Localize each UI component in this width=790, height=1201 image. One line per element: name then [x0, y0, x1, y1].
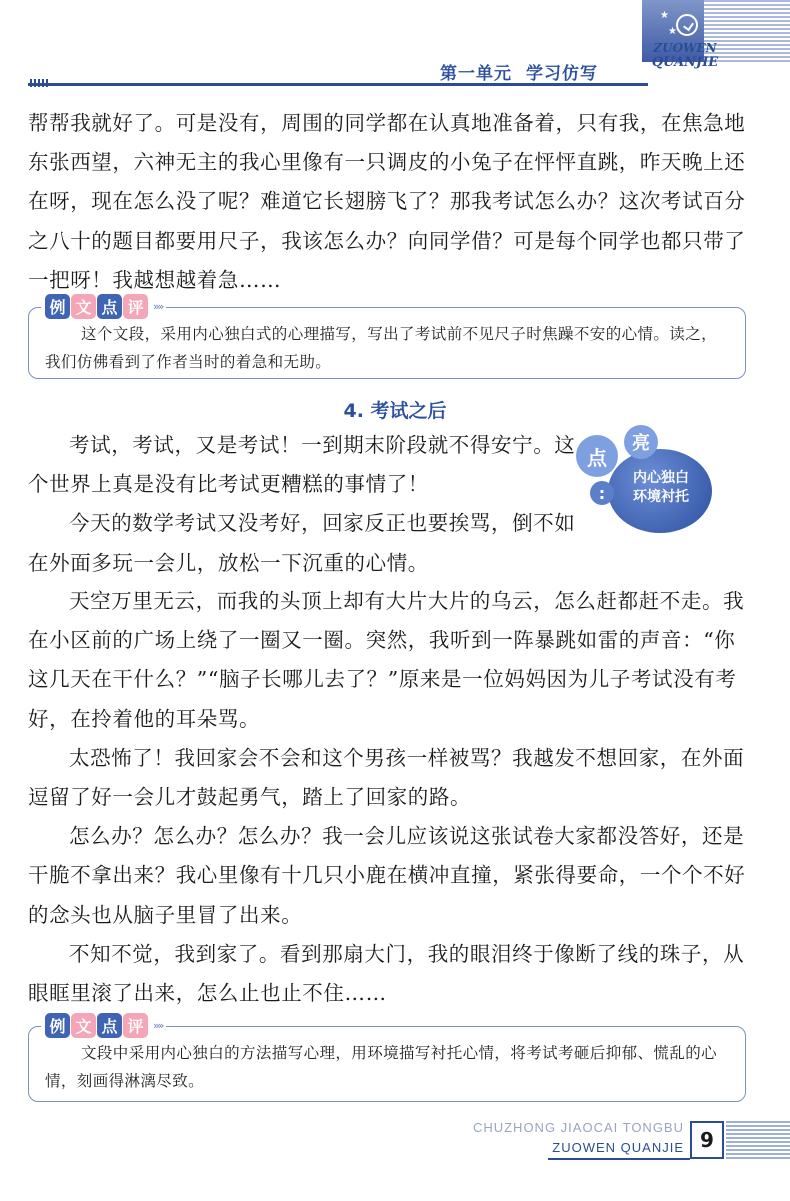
zuowen-quanjie-logo: ZUOWEN QUANJIE: [651, 41, 719, 70]
highlight-bubble: 点 亮 : 内心独白 环境衬托: [576, 425, 728, 537]
comment-badge: 例 文 点 评 »»: [41, 294, 166, 319]
arrows-icon: »»: [153, 300, 163, 313]
comment-box: [28, 1017, 746, 1102]
paragraph: 帮帮我就好了。可是没有，周围的同学都在认真地准备着，只有我，在焦急地东张西望，六神无主的我心里像有一只调皮的小兔子在怦怦直跳，昨天晚上还在呀，现在怎么没了呢？难道它长翅膀飞了？那我考试怎么办？这次考试百分之八十的题目都要用尺子，我该怎么办？向同学借？可是每个同学也都只带了一把呀！我越想越着急……: [28, 111, 746, 292]
paragraph: 今天的数学考试又没考好，回家反正也要挨骂，倒不如在外面多玩一会儿，放松一下沉重的心情。: [28, 511, 576, 575]
star-icon: ★: [660, 10, 669, 21]
comment-text: 这个文段，采用内心独白式的心理描写，写出了考试前不见尺子时焦躁不安的心情。读之，我们仿佛看到了作者当时的着急和无助。: [45, 325, 718, 371]
comment-badge: 例 文 点 评 »»: [41, 1013, 166, 1038]
footer-rule: [548, 1158, 690, 1160]
unit-label: 第一单元: [440, 64, 512, 84]
comment-text: 文段中采用内心独白的方法描写心理，用环境描写衬托心情，将考试考砸后抑郁、慌乱的心情，刻画得淋漓尽致。: [45, 1044, 718, 1090]
paragraph-block-b: [28, 582, 754, 1013]
footer-book-title: ZUOWEN QUANJIE: [552, 1140, 684, 1155]
paragraph-block-a: [28, 426, 588, 583]
paragraph: 太恐怖了！我回家会不会和这个男孩一样被骂？我越发不想回家，在外面逗留了好一会儿才鼓起勇气，踏上了回家的路。: [28, 745, 745, 810]
paragraph: 怎么办？怎么办？怎么办？我一会儿应该说这张试卷大家都没答好，还是干脆不拿出来？我心里像有十几只小鹿在横冲直撞，紧张得要命，一个个不好的念头也从脑子里冒了出来。: [28, 824, 746, 927]
paragraph: 考试，考试，又是考试！一到期末阶段就不得安宁。这个世界上真是没有比考试更糟糕的事情了！: [28, 433, 576, 497]
highlight-text: 内心独白 环境衬托: [633, 470, 689, 505]
check-badge-icon: [676, 14, 698, 36]
star-icon: ★: [668, 26, 677, 37]
footer-series-title: CHUZHONG JIAOCAI TONGBU: [472, 1120, 684, 1135]
comment-box: [28, 298, 746, 379]
paragraph: 天空万里无云，而我的头顶上却有大片大片的乌云，怎么赶都赶不走。我在小区前的广场上绕了一圈又一圈。突然，我听到一阵暴跳如雷的声音：“你这几天在干什么？”“脑子长哪儿去了？”原来是一位妈妈因为儿子考试没有考好，在拎着他的耳朵骂。: [28, 589, 745, 731]
section-label: 学习仿写: [526, 64, 598, 84]
footer-stripes-decoration: [726, 1121, 790, 1159]
paragraph-block-top: [28, 104, 754, 300]
paragraph: 不知不觉，我到家了。看到那扇大门，我的眼泪终于像断了线的珠子，从眼眶里滚了出来，怎么止也止不住……: [28, 941, 745, 1006]
arrows-icon: »»: [153, 1019, 163, 1032]
page-number: 9: [690, 1121, 724, 1159]
header-title: [440, 59, 598, 84]
section-title: 4. 考试之后: [343, 400, 447, 422]
